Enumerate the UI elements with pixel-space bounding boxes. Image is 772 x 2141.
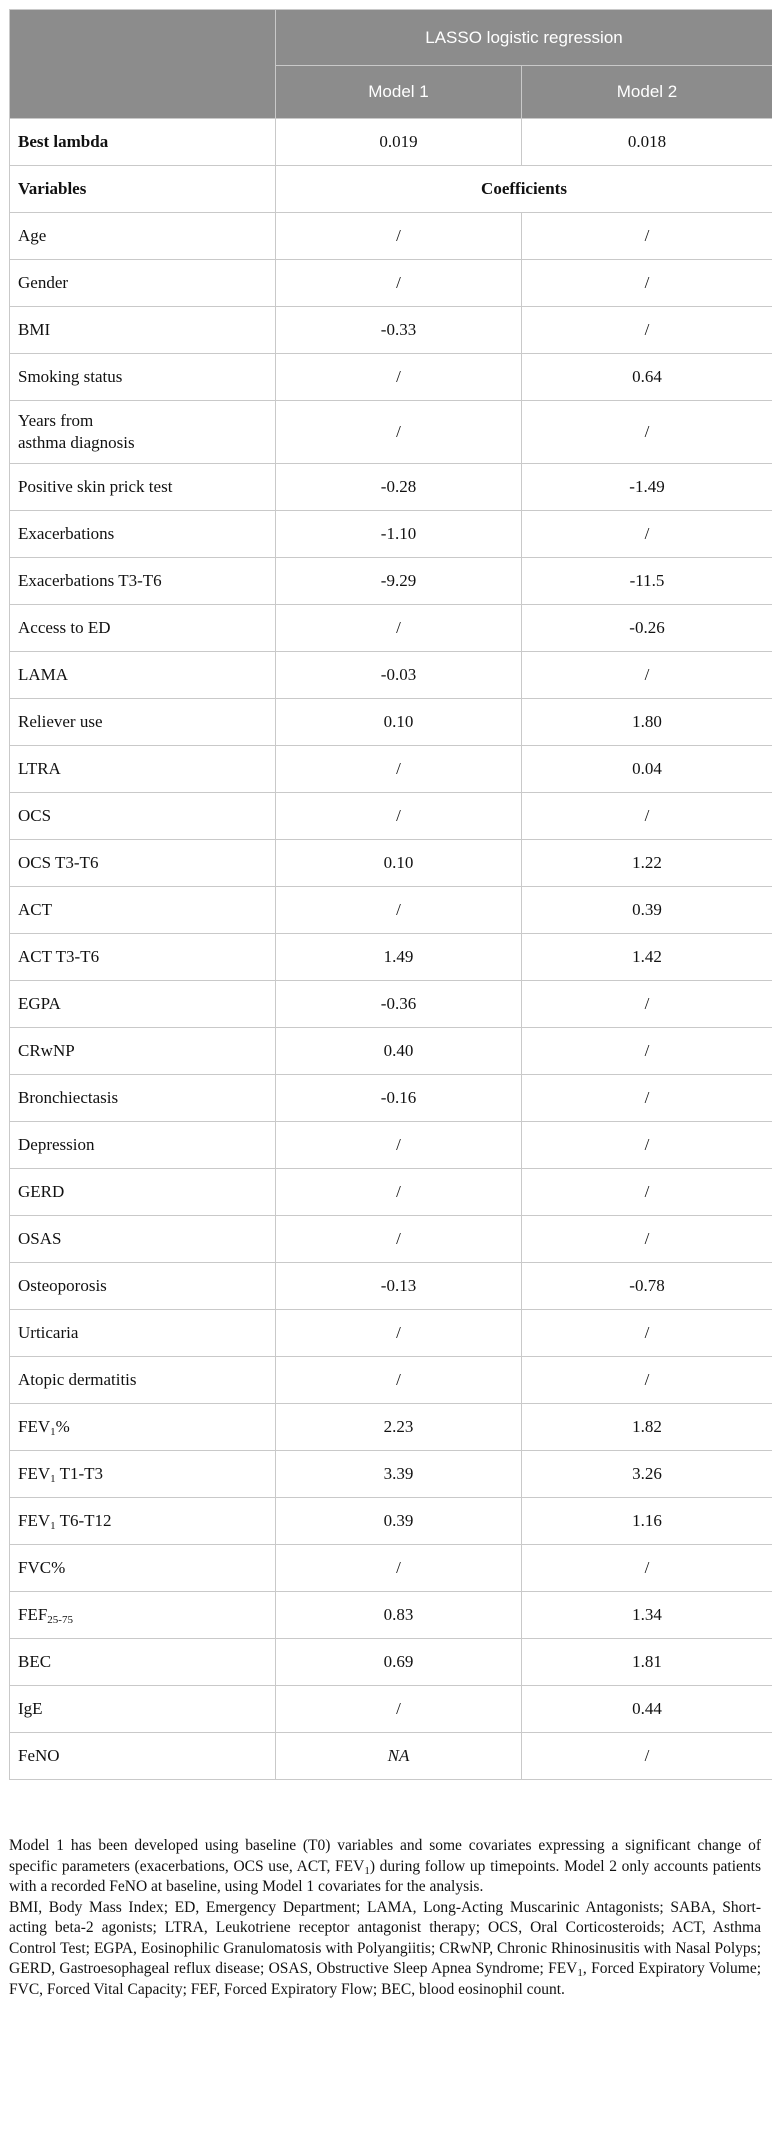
- table-row: [10, 1451, 772, 1498]
- variable-label: OSAS: [10, 1216, 276, 1263]
- table-header-row: [10, 10, 772, 66]
- table-row: [10, 1310, 772, 1357]
- table-row: [10, 354, 772, 401]
- model2-coefficient: /: [522, 1545, 772, 1592]
- best-lambda-label: Best lambda: [10, 119, 276, 166]
- model1-coefficient: 1.49: [276, 934, 522, 981]
- model2-coefficient: 0.04: [522, 746, 772, 793]
- variable-label-subscript: 1: [50, 1473, 56, 1485]
- variable-label: Exacerbations: [10, 511, 276, 558]
- model1-coefficient: /: [276, 260, 522, 307]
- table-row: [10, 511, 772, 558]
- model1-coefficient: /: [276, 1686, 522, 1733]
- variable-label: Gender: [10, 260, 276, 307]
- table-row: [10, 1263, 772, 1310]
- variable-label: Reliever use: [10, 699, 276, 746]
- footnote-abbreviations-sub: 1: [577, 1967, 583, 1979]
- footnote-models-text-2: ) during follow up timepoints. Model 2 only accounts patients with a recorded FeNO at baseline, using Model 1 covariates for the analysis.: [9, 1857, 761, 1895]
- variable-label: Urticaria: [10, 1310, 276, 1357]
- variable-label: ACT T3-T6: [10, 934, 276, 981]
- model2-coefficient: -1.49: [522, 464, 772, 511]
- model1-coefficient: /: [276, 1357, 522, 1404]
- model2-coefficient: /: [522, 213, 772, 260]
- variable-label: EGPA: [10, 981, 276, 1028]
- variable-label-text: FEV: [18, 1464, 51, 1483]
- variable-label-subscript: 25-75: [47, 1614, 73, 1626]
- best-lambda-row: [10, 119, 772, 166]
- variable-label: BMI: [10, 307, 276, 354]
- footnote-models-text: Model 1 has been developed using baseline (T0) variables and some covariates expressing a significant change of specific parameters (exacerbations, OCS use, ACT, FEV: [9, 1837, 761, 1875]
- table-row: [10, 652, 772, 699]
- variable-label: [10, 1592, 276, 1639]
- best-lambda-model2: 0.018: [522, 119, 772, 166]
- model2-coefficient: /: [522, 1733, 772, 1780]
- table-row: [10, 746, 772, 793]
- table-row: [10, 699, 772, 746]
- variable-label-suffix: %: [55, 1417, 70, 1436]
- model2-coefficient: 0.44: [522, 1686, 772, 1733]
- model1-coefficient: -1.10: [276, 511, 522, 558]
- model2-coefficient: 1.22: [522, 840, 772, 887]
- variable-label: Atopic dermatitis: [10, 1357, 276, 1404]
- model1-coefficient: /: [276, 605, 522, 652]
- variable-label-text: FEV: [18, 1511, 51, 1530]
- table-row: [10, 401, 772, 464]
- table-row: [10, 260, 772, 307]
- model1-coefficient: -0.36: [276, 981, 522, 1028]
- table-row: [10, 934, 772, 981]
- table-row: [10, 1686, 772, 1733]
- variable-label-text: FEV: [18, 1417, 51, 1436]
- variable-label: Smoking status: [10, 354, 276, 401]
- model1-coefficient: 0.10: [276, 840, 522, 887]
- header-corner-cell: [10, 10, 276, 119]
- table-row: [10, 981, 772, 1028]
- variable-label: FeNO: [10, 1733, 276, 1780]
- model2-coefficient: -11.5: [522, 558, 772, 605]
- model1-coefficient: -0.16: [276, 1075, 522, 1122]
- model1-coefficient: /: [276, 746, 522, 793]
- variable-label: GERD: [10, 1169, 276, 1216]
- model2-coefficient: /: [522, 1028, 772, 1075]
- variable-label: [10, 401, 276, 464]
- table-row: [10, 887, 772, 934]
- model1-coefficient: /: [276, 1545, 522, 1592]
- variable-label: LTRA: [10, 746, 276, 793]
- table-row: [10, 1592, 772, 1639]
- model1-coefficient: 0.40: [276, 1028, 522, 1075]
- model2-coefficient: 1.16: [522, 1498, 772, 1545]
- variable-label: FVC%: [10, 1545, 276, 1592]
- footnote-models: [9, 1836, 761, 1898]
- model1-coefficient: /: [276, 354, 522, 401]
- model2-coefficient: /: [522, 1216, 772, 1263]
- table-row: [10, 213, 772, 260]
- table-row: [10, 1733, 772, 1780]
- footnote-abbreviations: [9, 1898, 761, 2001]
- model1-coefficient: 0.39: [276, 1498, 522, 1545]
- variable-label: Access to ED: [10, 605, 276, 652]
- table-row: [10, 464, 772, 511]
- model2-coefficient: 1.34: [522, 1592, 772, 1639]
- table-row: [10, 1545, 772, 1592]
- model1-coefficient: /: [276, 1216, 522, 1263]
- table-footnotes: [9, 1836, 761, 2000]
- model1-coefficient: 0.83: [276, 1592, 522, 1639]
- section-header-row: [10, 166, 772, 213]
- variable-label-subscript: 1: [50, 1426, 56, 1438]
- table-row: [10, 1639, 772, 1686]
- model2-coefficient: /: [522, 652, 772, 699]
- table-row: [10, 1169, 772, 1216]
- model2-coefficient: 1.82: [522, 1404, 772, 1451]
- model1-coefficient: 0.10: [276, 699, 522, 746]
- variable-label-line2: asthma diagnosis: [18, 433, 135, 452]
- table-row: [10, 1028, 772, 1075]
- model1-coefficient: /: [276, 1310, 522, 1357]
- variable-label-subscript: 1: [50, 1520, 56, 1532]
- model2-coefficient: 1.42: [522, 934, 772, 981]
- model2-coefficient: 0.64: [522, 354, 772, 401]
- model2-coefficient: /: [522, 1169, 772, 1216]
- footnote-abbreviations-text: BMI, Body Mass Index; ED, Emergency Department; LAMA, Long-Acting Muscarinic Antagonists; SABA, Short-acting beta-2 agonists; LTRA, Leukotriene receptor antagonist therapy; OCS, Oral Corticosteroids; ACT, Asthma Control Test; EGPA, Eosinophilic Granulomatosis with Polyangiitis; CRwNP, Chronic Rhinosinusitis with Nasal Polyps; GERD, Gastroesophageal reflux disease; OSAS, Obstructive Sleep Apnea Syndrome; FEV: [9, 1898, 761, 1977]
- model1-coefficient: /: [276, 1122, 522, 1169]
- table-row: [10, 1075, 772, 1122]
- footnote-abbreviations-text-2: , Forced Expiratory Volume; FVC, Forced Vital Capacity; FEF, Forced Expiratory Flow; BEC, blood eosinophil count.: [9, 1960, 762, 1998]
- model2-coefficient: /: [522, 1310, 772, 1357]
- model1-coefficient: /: [276, 793, 522, 840]
- variable-label: [10, 1498, 276, 1545]
- model2-coefficient: -0.78: [522, 1263, 772, 1310]
- variable-label: Exacerbations T3-T6: [10, 558, 276, 605]
- variable-label: Age: [10, 213, 276, 260]
- group-header: LASSO logistic regression: [276, 10, 772, 66]
- model2-coefficient: 0.39: [522, 887, 772, 934]
- model1-coefficient: /: [276, 401, 522, 464]
- model2-coefficient: /: [522, 260, 772, 307]
- variable-label-text: FEF: [18, 1605, 48, 1624]
- variable-label-suffix: T6-T12: [55, 1511, 112, 1530]
- model1-coefficient: -0.03: [276, 652, 522, 699]
- table-row: [10, 1357, 772, 1404]
- variables-label: Variables: [10, 166, 276, 213]
- model2-coefficient: /: [522, 511, 772, 558]
- model2-coefficient: /: [522, 1357, 772, 1404]
- variable-label-line1: Years from: [18, 411, 94, 430]
- table-row: [10, 605, 772, 652]
- model2-coefficient: 1.80: [522, 699, 772, 746]
- model2-coefficient: /: [522, 981, 772, 1028]
- model1-coefficient: -0.28: [276, 464, 522, 511]
- variable-label: BEC: [10, 1639, 276, 1686]
- lasso-regression-table: [9, 9, 772, 1780]
- table-row: [10, 840, 772, 887]
- variable-label: [10, 1404, 276, 1451]
- model1-coefficient: 3.39: [276, 1451, 522, 1498]
- model2-coefficient: /: [522, 1075, 772, 1122]
- table-row: [10, 1122, 772, 1169]
- model2-coefficient: /: [522, 307, 772, 354]
- model1-coefficient: 0.69: [276, 1639, 522, 1686]
- variable-label-suffix: T1-T3: [55, 1464, 103, 1483]
- model2-coefficient: /: [522, 1122, 772, 1169]
- table-row: [10, 1404, 772, 1451]
- variable-label: Osteoporosis: [10, 1263, 276, 1310]
- best-lambda-model1: 0.019: [276, 119, 522, 166]
- coefficients-label: Coefficients: [276, 166, 772, 213]
- model1-header: Model 1: [276, 66, 522, 119]
- variable-label: IgE: [10, 1686, 276, 1733]
- model2-coefficient: 3.26: [522, 1451, 772, 1498]
- variable-label: [10, 1451, 276, 1498]
- model1-coefficient: /: [276, 887, 522, 934]
- table-row: [10, 793, 772, 840]
- table-row: [10, 1498, 772, 1545]
- footnote-models-sub: 1: [364, 1864, 370, 1877]
- variable-label: Depression: [10, 1122, 276, 1169]
- variable-label: Positive skin prick test: [10, 464, 276, 511]
- model2-header: Model 2: [522, 66, 772, 119]
- model1-coefficient: /: [276, 213, 522, 260]
- model1-coefficient: NA: [276, 1733, 522, 1780]
- model2-coefficient: -0.26: [522, 605, 772, 652]
- variable-label: ACT: [10, 887, 276, 934]
- model1-coefficient: -9.29: [276, 558, 522, 605]
- model1-coefficient: -0.13: [276, 1263, 522, 1310]
- model1-coefficient: 2.23: [276, 1404, 522, 1451]
- table-row: [10, 307, 772, 354]
- model2-coefficient: /: [522, 793, 772, 840]
- variable-label: LAMA: [10, 652, 276, 699]
- table-row: [10, 1216, 772, 1263]
- table-row: [10, 558, 772, 605]
- model2-coefficient: /: [522, 401, 772, 464]
- variable-label: CRwNP: [10, 1028, 276, 1075]
- variable-label: OCS: [10, 793, 276, 840]
- variable-label: OCS T3-T6: [10, 840, 276, 887]
- variable-label: Bronchiectasis: [10, 1075, 276, 1122]
- model2-coefficient: 1.81: [522, 1639, 772, 1686]
- model1-coefficient: /: [276, 1169, 522, 1216]
- model1-coefficient: -0.33: [276, 307, 522, 354]
